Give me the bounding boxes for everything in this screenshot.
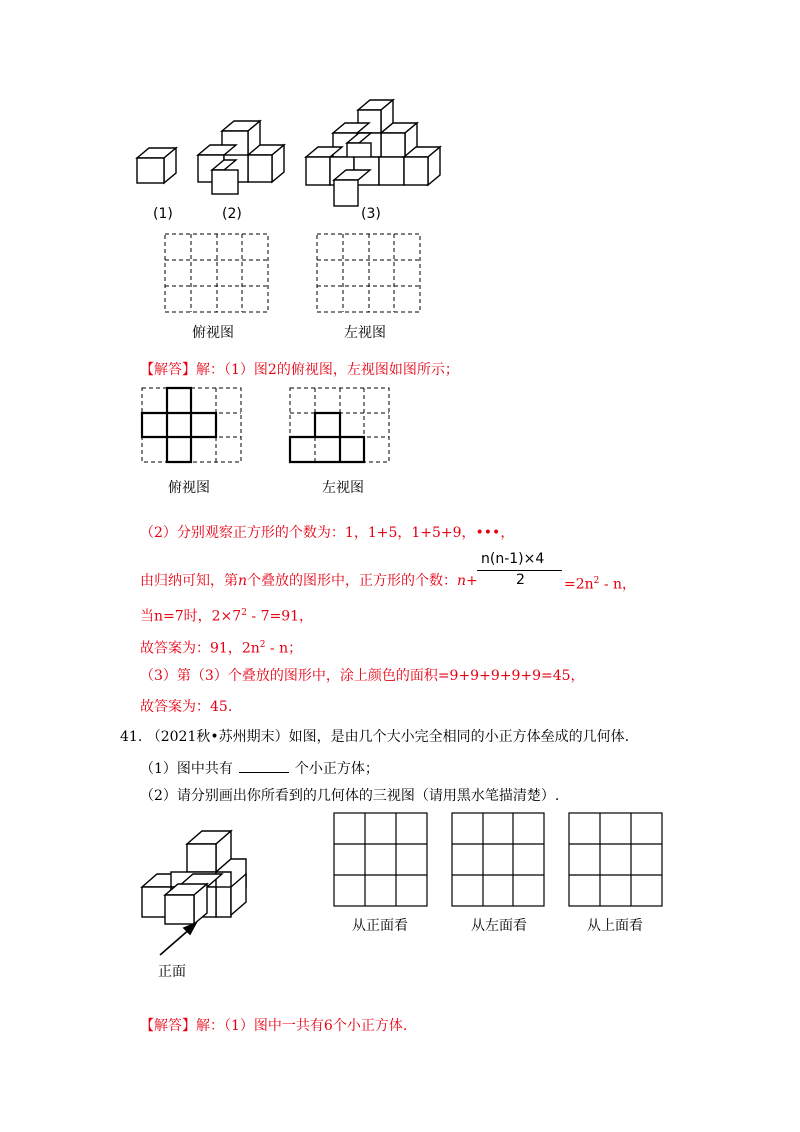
fraction-numerator: n(n-1)×4 — [481, 551, 545, 567]
question-41-header: 41. （2021秋•苏州期末）如图，是由几个大小完全相同的小正方体垒成的几何体. — [120, 729, 630, 745]
answer-41-line: 【解答】解：（1）图中一共有6个小正方体. — [140, 1018, 408, 1034]
answer-line-2: （2）分别观察正方形的个数为：1，1+5，1+5+9，•••， — [140, 525, 515, 541]
answer-line-5: 故答案为：91，$2n^2$ - n； — [140, 640, 303, 657]
grid-front-view — [334, 813, 427, 906]
answer-tag: 【解答】 — [140, 362, 196, 378]
caption-from-front: 从正面看 — [352, 918, 408, 934]
question-number: 41. — [120, 729, 143, 745]
front-label: 正面 — [158, 964, 186, 980]
answer-41-tag: 【解答】 — [140, 1018, 196, 1034]
figure-label-2: (2) — [222, 206, 242, 222]
answer-line-3: 由归纳可知，第n个叠放的图形中，正方形的个数：n+ — [140, 573, 478, 589]
question-41-sub2: （2）请分别画出你所看到的几何体的三视图（请用黑水笔描清楚）. — [140, 788, 560, 804]
front-arrow-line — [160, 928, 191, 955]
caption-top-view: 俯视图 — [192, 325, 234, 341]
answer-line-3-result: $=2n^2 - n$， — [564, 576, 637, 593]
caption-left-view: 左视图 — [344, 325, 386, 341]
answer-line-7: 故答案为：45. — [140, 699, 233, 715]
question-41-sub1: （1）图中共有 个小正方体； — [140, 758, 379, 778]
figure-label-3: (3) — [361, 206, 381, 222]
answer-caption-top-view: 俯视图 — [168, 480, 210, 496]
figure-label-1: (1) — [153, 206, 173, 222]
answer-line-4: 当n=7时，$2\times 7^2 - 7=91$， — [140, 608, 314, 625]
answer-caption-left-view: 左视图 — [322, 480, 364, 496]
answer-line-1: 【解答】解：（1）图2的俯视图，左视图如图所示； — [140, 362, 459, 378]
fraction-denominator: 2 — [516, 572, 525, 588]
caption-from-top: 从上面看 — [587, 918, 643, 934]
grid-left-view — [452, 813, 544, 906]
answer-line-6: （3）第（3）个叠放的图形中，涂上颜色的面积=9+9+9+9+9=45， — [140, 668, 585, 684]
caption-from-left: 从左面看 — [471, 918, 527, 934]
grid-top-view — [569, 813, 662, 906]
